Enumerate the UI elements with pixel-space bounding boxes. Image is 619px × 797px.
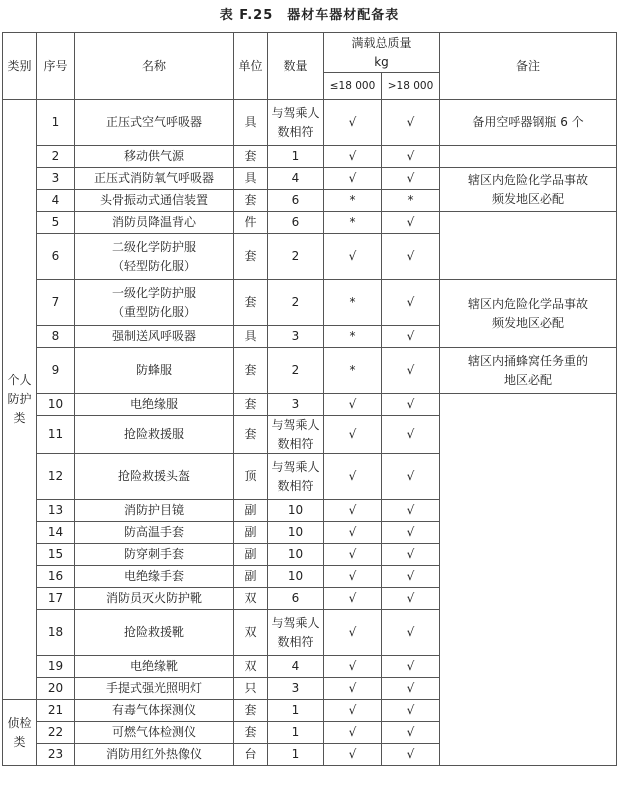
cell-unit: 具 xyxy=(234,100,268,146)
cell-load-le: √ xyxy=(324,566,382,588)
cell-load-gt: √ xyxy=(382,326,440,348)
cell-load-gt: √ xyxy=(382,588,440,610)
cell-serial: 16 xyxy=(37,566,75,588)
cell-quantity: 1 xyxy=(268,744,324,766)
cell-name: 防穿刺手套 xyxy=(75,544,234,566)
cell-load-le: √ xyxy=(324,394,382,416)
cell-quantity: 与驾乘人 数相符 xyxy=(268,416,324,454)
cell-load-le: √ xyxy=(324,100,382,146)
cell-quantity: 3 xyxy=(268,394,324,416)
cell-load-le: √ xyxy=(324,610,382,656)
cell-quantity: 2 xyxy=(268,234,324,280)
cell-quantity: 10 xyxy=(268,500,324,522)
cell-load-gt: * xyxy=(382,190,440,212)
equipment-table xyxy=(2,32,617,766)
cell-serial: 3 xyxy=(37,168,75,190)
cell-load-le: √ xyxy=(324,500,382,522)
cell-serial: 23 xyxy=(37,744,75,766)
table-row xyxy=(3,100,617,146)
cell-unit: 套 xyxy=(234,348,268,394)
cell-name: 消防员灭火防护靴 xyxy=(75,588,234,610)
header-load-unit: kg xyxy=(374,54,389,69)
cell-load-gt: √ xyxy=(382,610,440,656)
cell-serial: 18 xyxy=(37,610,75,656)
header-unit: 单位 xyxy=(234,33,268,100)
cell-unit: 套 xyxy=(234,190,268,212)
cell-load-le: √ xyxy=(324,168,382,190)
cell-unit: 副 xyxy=(234,544,268,566)
cell-remark: 辖区内危险化学品事故 频发地区必配 xyxy=(440,280,617,348)
cell-serial: 14 xyxy=(37,522,75,544)
cell-serial: 8 xyxy=(37,326,75,348)
cell-quantity: 1 xyxy=(268,146,324,168)
header-load-title: 满载总质量 xyxy=(351,35,412,50)
header-serial: 序号 xyxy=(37,33,75,100)
cell-load-le: * xyxy=(324,280,382,326)
cell-load-le: * xyxy=(324,326,382,348)
cell-quantity: 1 xyxy=(268,700,324,722)
cell-quantity: 与驾乘人 数相符 xyxy=(268,454,324,500)
cell-serial: 15 xyxy=(37,544,75,566)
cell-unit: 顶 xyxy=(234,454,268,500)
cell-unit: 套 xyxy=(234,234,268,280)
cell-name: 正压式消防氧气呼吸器 xyxy=(75,168,234,190)
cell-serial: 12 xyxy=(37,454,75,500)
cell-unit: 台 xyxy=(234,744,268,766)
header-name: 名称 xyxy=(75,33,234,100)
cell-remark-empty xyxy=(440,394,617,766)
header-category: 类别 xyxy=(3,33,37,100)
cell-unit: 具 xyxy=(234,168,268,190)
cell-name: 防蜂服 xyxy=(75,348,234,394)
cell-quantity: 6 xyxy=(268,588,324,610)
cell-unit: 副 xyxy=(234,522,268,544)
cell-serial: 13 xyxy=(37,500,75,522)
cell-load-gt: √ xyxy=(382,454,440,500)
cell-load-le: * xyxy=(324,190,382,212)
table-row xyxy=(3,394,617,416)
cell-name: 一级化学防护服 （重型防化服） xyxy=(75,280,234,326)
cell-load-le: √ xyxy=(324,656,382,678)
cell-name: 抢险救援服 xyxy=(75,416,234,454)
cell-serial: 5 xyxy=(37,212,75,234)
cell-serial: 2 xyxy=(37,146,75,168)
cell-unit: 套 xyxy=(234,700,268,722)
cell-quantity: 与驾乘人 数相符 xyxy=(268,100,324,146)
cell-name: 手提式强光照明灯 xyxy=(75,678,234,700)
table-row xyxy=(3,168,617,190)
cell-serial: 1 xyxy=(37,100,75,146)
cell-load-le: √ xyxy=(324,416,382,454)
cell-load-gt: √ xyxy=(382,722,440,744)
cell-unit: 双 xyxy=(234,656,268,678)
cell-name: 消防员降温背心 xyxy=(75,212,234,234)
cell-unit: 套 xyxy=(234,280,268,326)
cell-name: 头骨振动式通信装置 xyxy=(75,190,234,212)
cell-load-le: √ xyxy=(324,234,382,280)
cell-quantity: 4 xyxy=(268,656,324,678)
cell-load-gt: √ xyxy=(382,212,440,234)
cell-unit: 双 xyxy=(234,588,268,610)
cell-name: 电绝缘手套 xyxy=(75,566,234,588)
cell-load-gt: √ xyxy=(382,744,440,766)
cell-name: 强制送风呼吸器 xyxy=(75,326,234,348)
cell-name: 移动供气源 xyxy=(75,146,234,168)
cell-serial: 4 xyxy=(37,190,75,212)
cell-name: 正压式空气呼吸器 xyxy=(75,100,234,146)
cell-unit: 副 xyxy=(234,566,268,588)
cell-unit: 套 xyxy=(234,394,268,416)
cell-name: 防高温手套 xyxy=(75,522,234,544)
cell-remark: 备用空呼器钢瓶 6 个 xyxy=(440,100,617,146)
table-row xyxy=(3,348,617,394)
cell-unit: 套 xyxy=(234,722,268,744)
header-load-le: ≤18 000 xyxy=(324,73,382,100)
cell-load-gt: √ xyxy=(382,100,440,146)
category-detect: 侦检 类 xyxy=(3,700,37,766)
cell-load-le: √ xyxy=(324,522,382,544)
cell-quantity: 4 xyxy=(268,168,324,190)
cell-load-gt: √ xyxy=(382,566,440,588)
cell-serial: 21 xyxy=(37,700,75,722)
cell-load-le: √ xyxy=(324,454,382,500)
cell-load-gt: √ xyxy=(382,394,440,416)
cell-unit: 具 xyxy=(234,326,268,348)
cell-load-gt: √ xyxy=(382,416,440,454)
cell-name: 抢险救援靴 xyxy=(75,610,234,656)
cell-load-gt: √ xyxy=(382,146,440,168)
cell-quantity: 与驾乘人 数相符 xyxy=(268,610,324,656)
cell-name: 可燃气体检测仪 xyxy=(75,722,234,744)
header-quantity: 数量 xyxy=(268,33,324,100)
cell-unit: 只 xyxy=(234,678,268,700)
cell-load-gt: √ xyxy=(382,544,440,566)
table-title: 表 F.25 器材车器材配备表 xyxy=(219,8,400,23)
cell-load-le: √ xyxy=(324,146,382,168)
table-row xyxy=(3,212,617,234)
cell-load-le: √ xyxy=(324,744,382,766)
table-row xyxy=(3,146,617,168)
cell-serial: 19 xyxy=(37,656,75,678)
cell-load-le: √ xyxy=(324,722,382,744)
header-load-group xyxy=(324,33,440,73)
cell-unit: 套 xyxy=(234,146,268,168)
cell-name: 有毒气体探测仪 xyxy=(75,700,234,722)
cell-serial: 7 xyxy=(37,280,75,326)
cell-unit: 副 xyxy=(234,500,268,522)
cell-serial: 9 xyxy=(37,348,75,394)
category-personal: 个人 防护 类 xyxy=(3,100,37,700)
table-row xyxy=(3,280,617,326)
cell-load-gt: √ xyxy=(382,678,440,700)
cell-quantity: 3 xyxy=(268,326,324,348)
cell-name: 电绝缘靴 xyxy=(75,656,234,678)
cell-unit: 件 xyxy=(234,212,268,234)
cell-name: 电绝缘服 xyxy=(75,394,234,416)
cell-unit: 双 xyxy=(234,610,268,656)
cell-remark: 辖区内危险化学品事故 频发地区必配 xyxy=(440,168,617,212)
cell-quantity: 6 xyxy=(268,190,324,212)
cell-load-le: * xyxy=(324,212,382,234)
cell-remark: 辖区内捅蜂窝任务重的 地区必配 xyxy=(440,348,617,394)
cell-load-le: √ xyxy=(324,678,382,700)
cell-quantity: 10 xyxy=(268,522,324,544)
cell-serial: 20 xyxy=(37,678,75,700)
cell-remark-empty xyxy=(440,146,617,168)
cell-quantity: 10 xyxy=(268,544,324,566)
cell-serial: 6 xyxy=(37,234,75,280)
cell-load-gt: √ xyxy=(382,348,440,394)
cell-name: 抢险救援头盔 xyxy=(75,454,234,500)
cell-name: 消防护目镜 xyxy=(75,500,234,522)
cell-serial: 11 xyxy=(37,416,75,454)
cell-serial: 22 xyxy=(37,722,75,744)
header-load-gt: >18 000 xyxy=(382,73,440,100)
cell-quantity: 6 xyxy=(268,212,324,234)
cell-name: 二级化学防护服 （轻型防化服） xyxy=(75,234,234,280)
table-body xyxy=(3,100,617,766)
cell-load-gt: √ xyxy=(382,168,440,190)
cell-load-gt: √ xyxy=(382,656,440,678)
cell-quantity: 2 xyxy=(268,348,324,394)
cell-quantity: 10 xyxy=(268,566,324,588)
cell-quantity: 1 xyxy=(268,722,324,744)
cell-unit: 套 xyxy=(234,416,268,454)
cell-load-gt: √ xyxy=(382,522,440,544)
cell-serial: 17 xyxy=(37,588,75,610)
cell-load-le: √ xyxy=(324,588,382,610)
cell-name: 消防用红外热像仪 xyxy=(75,744,234,766)
cell-remark-empty xyxy=(440,212,617,280)
cell-load-gt: √ xyxy=(382,234,440,280)
cell-load-gt: √ xyxy=(382,280,440,326)
cell-load-le: √ xyxy=(324,700,382,722)
cell-quantity: 2 xyxy=(268,280,324,326)
cell-serial: 10 xyxy=(37,394,75,416)
cell-load-gt: √ xyxy=(382,700,440,722)
cell-load-gt: √ xyxy=(382,500,440,522)
header-remarks: 备注 xyxy=(440,33,617,100)
cell-quantity: 3 xyxy=(268,678,324,700)
cell-load-le: √ xyxy=(324,544,382,566)
cell-load-le: * xyxy=(324,348,382,394)
